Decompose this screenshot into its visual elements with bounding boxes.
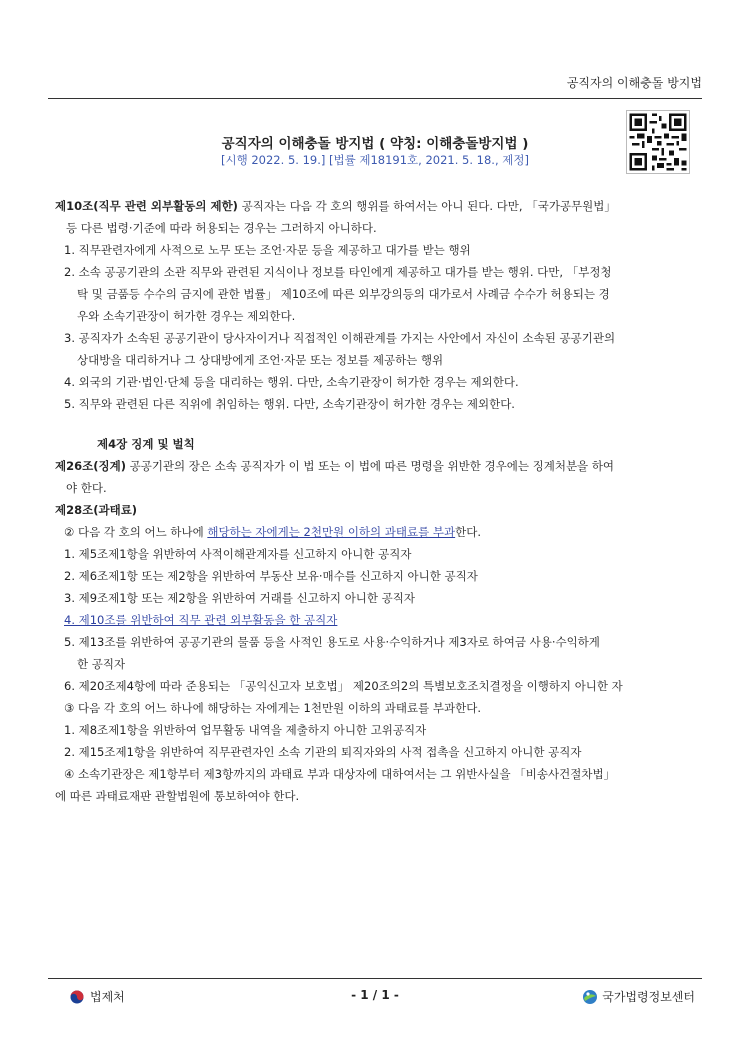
article-10-item: 탁 및 금품등 수수의 금지에 관한 법률」 제10조에 따른 외부강의등의 대가로서 사례금 수수가 허용되는 경 xyxy=(77,287,610,301)
law-abbreviation: ( 약칭: 이해충돌방지법 ) xyxy=(379,136,529,152)
paragraph-4: ④ 소속기관장은 제1항부터 제3항까지의 과태료 부과 대상자에 대하여서는 그 위반사실을 「비송사건절차법」 xyxy=(64,767,616,781)
article-10-line: 등 다른 법령·기준에 따라 허용되는 경우는 그러하지 아니하다. xyxy=(66,221,377,235)
article-10-item: 1. 직무관련자에게 사적으로 노무 또는 조언·자문 등을 제공하고 대가를 받는 행위 xyxy=(64,243,471,257)
qr-code xyxy=(626,110,690,174)
document-body xyxy=(55,195,697,807)
article-26-line: 야 한다. xyxy=(66,481,107,495)
footer-rule xyxy=(48,978,702,979)
article-10-line: 제10조(직무 관련 외부활동의 제한) 공직자는 다음 각 호의 행위를 하여서는 아니 된다. 다만, 「국가공무원법」 xyxy=(55,199,616,213)
ministry-name: 법제처 xyxy=(90,990,125,1004)
paragraph-2-item xyxy=(55,609,697,631)
article-10-item: 우와 소속기관장이 허가한 경우는 제외한다. xyxy=(77,309,296,323)
paragraph-2: ② 다음 각 호의 어느 하나에 해당하는 자에게는 2천만원 이하의 과태료를 부과한다. xyxy=(64,525,481,539)
underlined-text: 해당하는 자에게는 2천만원 이하의 과태료를 부과 xyxy=(207,525,456,539)
page-number: - 1 / 1 - xyxy=(351,988,399,1002)
article-10-heading: 제10조(직무 관련 외부활동의 제한) xyxy=(55,199,238,213)
article-10-item: 4. 외국의 기관·법인·단체 등을 대리하는 행위. 다만, 소속기관장이 허가한 경우는 제외한다. xyxy=(64,375,519,389)
enforcement-info: [시행 2022. 5. 19.] [법률 제18191호, 2021. 5. 18., 제정] xyxy=(221,153,529,167)
law-name: 공직자의 이해충돌 방지법 xyxy=(221,136,375,152)
article-28-heading: 제28조(과태료) xyxy=(55,503,138,517)
center-name: 국가법령정보센터 xyxy=(602,990,695,1004)
article-10-item: 5. 직무와 관련된 다른 직위에 취임하는 행위. 다만, 소속기관장이 허가한 경우는 제외한다. xyxy=(64,397,515,411)
article-26-line: 제26조(징계) 공공기관의 장은 소속 공직자가 이 법 또는 이 법에 따른 명령을 위반한 경우에는 징계처분을 하여 xyxy=(55,459,615,473)
paragraph-2-item: 1. 제5조제1항을 위반하여 사적이해관계자를 신고하지 아니한 공직자 xyxy=(64,547,412,561)
article-10-item: 3. 공직자가 소속된 공공기관이 당사자이거나 직접적인 이해관계를 가지는 사안에서 자신이 소속된 공공기관의 xyxy=(64,331,616,345)
footer-right xyxy=(582,988,695,1005)
header-rule xyxy=(48,98,702,99)
article-26-heading: 제26조(징계) xyxy=(55,459,126,473)
paragraph-2-item: 2. 제6조제1항 또는 제2항을 위반하여 부동산 보유·매수를 신고하지 아니한 공직자 xyxy=(64,569,478,583)
paragraph-3-item: 2. 제15조제1항을 위반하여 직무관련자인 소속 기관의 퇴직자와의 사적 접촉을 신고하지 아니한 공직자 xyxy=(64,745,582,759)
paragraph-3: ③ 다음 각 호의 어느 하나에 해당하는 자에게는 1천만원 이하의 과태료를 부과한다. xyxy=(64,701,481,715)
paragraph-3-item: 1. 제8조제1항을 위반하여 업무활동 내역을 제출하지 아니한 고위공직자 xyxy=(64,723,427,737)
underlined-text: 4. 제10조를 위반하여 직무 관련 외부활동을 한 공직자 xyxy=(64,613,338,627)
running-title: 공직자의 이해충돌 방지법 xyxy=(566,76,702,90)
paragraph-2-item: 3. 제9조제1항 또는 제2항을 위반하여 거래를 신고하지 아니한 공직자 xyxy=(64,591,415,605)
paragraph-2-item: 6. 제20조제4항에 따라 준용되는 「공익신고자 보호법」 제20조의2의 특별보호조치결정을 이행하지 아니한 자 xyxy=(64,679,623,693)
paragraph-2-item: 5. 제13조를 위반하여 공공기관의 물품 등을 사적인 용도로 사용·수익하거나 제3자로 하여금 사용·수익하게 xyxy=(64,635,600,649)
article-10-item: 2. 소속 공공기관의 소관 직무와 관련된 지식이나 정보를 타인에게 제공하고 대가를 받는 행위. 다만, 「부정청 xyxy=(64,265,612,279)
globe-logo-icon xyxy=(582,989,598,1005)
chapter-heading: 제4장 징계 및 벌칙 xyxy=(97,437,195,451)
paragraph-4: 에 따른 과태료재판 관할법원에 통보하여야 한다. xyxy=(55,789,300,803)
article-10-item: 상대방을 대리하거나 그 상대방에게 조언·자문 또는 정보를 제공하는 행위 xyxy=(77,353,444,367)
paragraph-2-item: 한 공직자 xyxy=(77,657,126,671)
